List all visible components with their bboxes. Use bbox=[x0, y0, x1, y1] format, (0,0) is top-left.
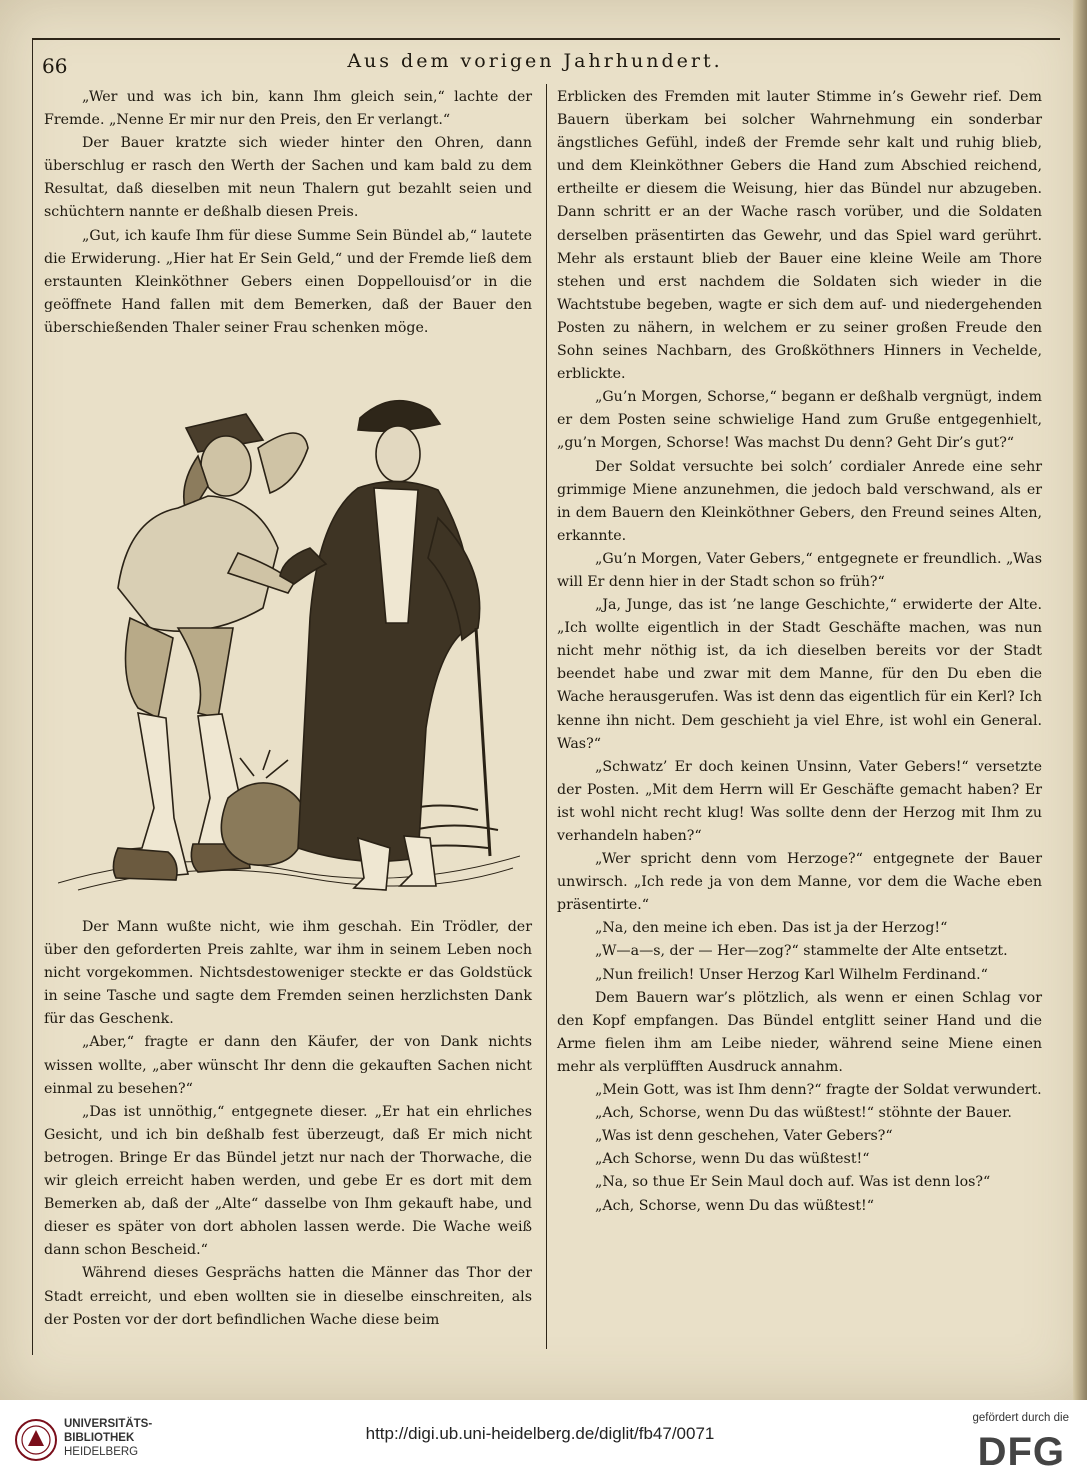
paragraph: „Ach, Schorse, wenn Du das wüßtest!“ stöhnte der Bauer. bbox=[595, 1105, 1012, 1122]
paragraph: „Schwatz’ Er doch keinen Unsinn, Vater Gebers!“ versetzte der Posten. „Mit dem Herrn will Er Geschäfte gemacht haben? Er ist wohl nicht recht klug! Was sollte denn der Herzog mit Ihm zu verhandeln haben?“ bbox=[557, 758, 1042, 844]
paragraph: „Das ist unnöthig,“ entgegnete dieser. „Er hat ein ehrliches Gesicht, und ich bin deßhalb fest überzeugt, daß Er mich nicht betrogen. Bringe Er das Bündel jetzt nur nach der Thorwache, die wir gleich erreicht haben werden, und gebe Er es dort mit dem Bemerken ab, daß der „Alte“ dasselbe von Ihm gekauft habe, und dieser es später von dort abholen lassen werde. Die Wache weiß dann schon Bescheid.“ bbox=[44, 1103, 532, 1259]
paragraph: Erblicken des Fremden mit lauter Stimme in’s Gewehr rief. Dem Bauern überkam bei solcher Wahrnehmung ein sonderbar ängstliches Gefühl, indeß der Fremde sehr kalt und ruhig blieb, und dem Kleinköthner Gebers die Hand zum Abschied reichend, ertheilte er diesem die Weisung, hier das Bündel nur abzugeben. Dann schritt er an der Wache rasch vorüber, und die Soldaten derselben präsentirten das Gewehr, und das Spiel ward gerührt. Mehr als erstaunt blieb der Bauer eine kleine Weile am Thore stehen und erst nachdem die Soldaten sich wieder in die Wachtstube begeben, wagte er sich dem auf- und niedergehenden Posten zu nähern, in welchem er zu seiner großen Freude den Sohn seines Nachbarn, des Großköthners Hinners in Vechelde, erblickte. bbox=[557, 89, 1042, 383]
paragraph: „W—a—s, der — Her—zog?“ stammelte der Alte entsetzt. bbox=[595, 943, 1008, 960]
paragraph: Während dieses Gesprächs hatten die Männer das Thor der Stadt erreicht, und eben wollten sie in dieselbe einschreiten, als der Posten vor der dort befindlichen Wache diese beim bbox=[44, 1265, 532, 1328]
paragraph: „Na, so thue Er Sein Maul doch auf. Was ist denn los?“ bbox=[595, 1174, 991, 1191]
permalink[interactable]: http://digi.ub.uni-heidelberg.de/diglit/fb47/0071 bbox=[365, 1424, 715, 1443]
paragraph: „Aber,“ fragte er dann den Käufer, der von Dank nichts wissen wollte, „aber wünscht Ihr denn die gekauften Sachen nicht einmal zu besehen?“ bbox=[44, 1034, 532, 1097]
paragraph: „Wer und was ich bin, kann Ihm gleich sein,“ lachte der Fremde. „Nenne Er mir nur den Preis, den Er verlangt.“ bbox=[44, 89, 532, 129]
paragraph: „Mein Gott, was ist Ihm denn?“ fragte der Soldat verwundert. bbox=[595, 1082, 1042, 1099]
gentleman-figure bbox=[280, 401, 490, 890]
running-head: Aus dem vorigen Jahrhundert. bbox=[347, 50, 723, 72]
paragraph: „Ach, Schorse, wenn Du das wüßtest!“ bbox=[595, 1197, 874, 1214]
viewer-footer bbox=[0, 1400, 1087, 1481]
column-rule bbox=[546, 84, 547, 1349]
paragraph: Der Soldat versuchte bei solch’ cordialer Anrede eine sehr grimmige Miene anzunehmen, die jedoch bald verschwand, als er in dem Bauern den Kleinköthner Gebers, den Freund seines Alten, erkannte. bbox=[557, 458, 1042, 544]
paragraph: „Was ist denn geschehen, Vater Gebers?“ bbox=[595, 1128, 893, 1145]
paragraph: „Gu’n Morgen, Vater Gebers,“ entgegnete er freundlich. „Was will Er denn hier in der Stadt schon so früh?“ bbox=[557, 550, 1042, 590]
paragraph: „Ach Schorse, wenn Du das wüßtest!“ bbox=[595, 1151, 870, 1168]
paragraph: Der Bauer kratzte sich wieder hinter den Ohren, dann überschlug er rasch den Werth der Sachen und kam bald zu dem Resultat, daß dieselben mit neun Thalern gut bezahlt seien und schüchtern nannte er deßhalb diesen Preis. bbox=[44, 135, 532, 221]
left-column-top bbox=[44, 86, 532, 340]
funding-note: gefördert durch die bbox=[972, 1412, 1069, 1424]
paragraph: „Wer spricht denn vom Herzoge?“ entgegnete der Bauer unwirsch. „Ich rede ja von dem Manne, vor dem die Wache eben präsentirte.“ bbox=[557, 851, 1042, 914]
paragraph: „Nun freilich! Unser Herzog Karl Wilhelm Ferdinand.“ bbox=[595, 966, 988, 983]
paragraph: „Na, den meine ich eben. Das ist ja der Herzog!“ bbox=[595, 920, 948, 937]
left-column-bottom bbox=[44, 916, 532, 1332]
paragraph: Dem Bauern war’s plötzlich, als wenn er einen Schlag vor den Kopf empfangen. Das Bündel entglitt seiner Hand und die Arme fielen ihm am Leibe nieder, während seine Miene einen mehr als verplüfften Ausdruck annahm. bbox=[557, 989, 1042, 1075]
paragraph: „Ja, Junge, das ist ’ne lange Geschichte,“ erwiderte der Alte. „Ich wollte eigentlich in der Stadt Geschäfte machen, was nun nicht mehr nöthig ist, da ich dieselben bereits vor der Stadt beendet habe und zwar mit dem Manne, für den Du eben die Wache herausgerufen. Was ist denn das eigentlich für ein Kerl? Ich kenne ihn nicht. Dem geschieht ja viel Ehre, ist wohl ein General. Was?“ bbox=[557, 597, 1042, 752]
dfg-logo: DFG bbox=[977, 1430, 1065, 1474]
engraving-illustration bbox=[58, 378, 520, 900]
page-number: 66 bbox=[42, 54, 68, 78]
paragraph: „Gut, ich kaufe Ihm für diese Summe Sein Bündel ab,“ lautete die Erwiderung. „Hier hat Er Sein Geld,“ und der Fremde ließ dem erstaunten Kleinköthner Gebers einen Doppellouisd’or in die geöffnete Hand fallen mit dem Bemerken, daß der Bauer den überschießenden Thaler seiner Frau schenken möge. bbox=[44, 227, 532, 336]
paragraph: Der Mann wußte nicht, wie ihm geschah. Ein Trödler, der über den geforderten Preis zahlte, war ihm in seinem Leben noch nicht vorgekommen. Nichtsdestoweniger steckte er das Goldstück in seine Tasche und sagte dem Fremden seinen herzlichsten Dank für das Geschenk. bbox=[44, 919, 532, 1028]
book-edge bbox=[1073, 0, 1087, 1400]
right-column bbox=[557, 86, 1042, 1218]
institution-name: UNIVERSITÄTS- BIBLIOTHEK HEIDELBERG bbox=[64, 1418, 153, 1458]
university-seal-icon bbox=[14, 1418, 58, 1462]
paragraph: „Gu’n Morgen, Schorse,“ begann er deßhalb vergnügt, indem er dem Posten seine schwielige Hand zum Gruße entgegenhielt, „gu’n Morgen, Schorse! Was machst Du denn? Geht Dir’s gut?“ bbox=[557, 389, 1042, 452]
